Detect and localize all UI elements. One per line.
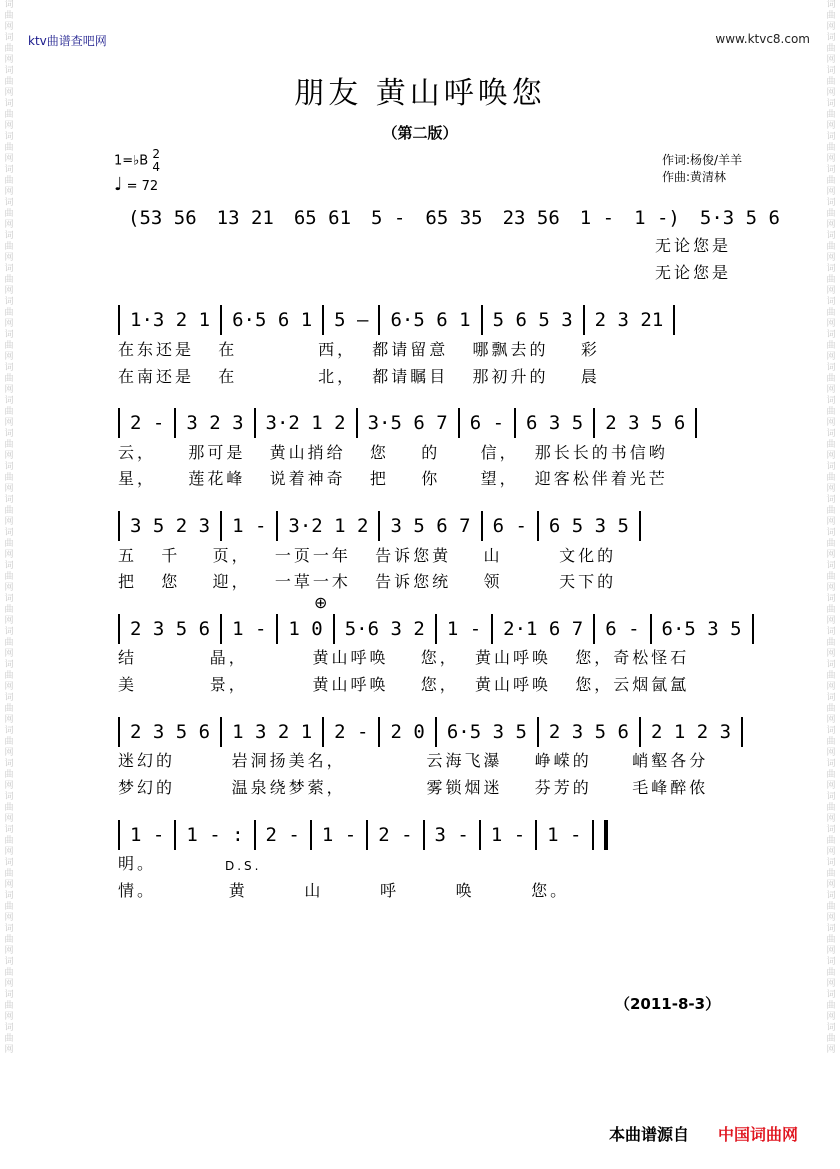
bar-line bbox=[481, 305, 483, 335]
score-row-1 bbox=[118, 203, 780, 233]
lyric-2-verse-2: 在南还是 在 北， 都请瞩目 那初升的 晨 bbox=[118, 367, 600, 386]
measure: 1 - bbox=[232, 618, 267, 640]
dal-segno-mark: D.S. bbox=[225, 859, 262, 873]
bar-line bbox=[537, 717, 539, 747]
lyric-6-verse-2: 梦幻的 温泉绕梦萦， 雾锁烟迷 芬芳的 毛峰醉侬 bbox=[118, 778, 709, 797]
measure: 2·1 6 7 bbox=[503, 618, 584, 640]
lyric-6-verse-1: 迷幻的 岩洞扬美名， 云海飞瀑 峥嵘的 峭壑各分 bbox=[118, 751, 709, 770]
bar-line bbox=[639, 717, 641, 747]
key-flat: ♭B bbox=[133, 153, 149, 169]
measure: 6 - bbox=[605, 618, 640, 640]
time-numerator: 2 bbox=[152, 147, 161, 161]
measure: 6 - bbox=[492, 515, 527, 537]
bar-line bbox=[378, 511, 380, 541]
bar-line bbox=[276, 614, 278, 644]
measure: 6·5 3 5 bbox=[661, 618, 742, 640]
lyric-7-verse-2: 情。 黄 山 呼 唤 您。 bbox=[118, 881, 570, 900]
measure: 2 3 21 bbox=[594, 309, 664, 331]
measure: 2 1 2 3 bbox=[650, 721, 732, 743]
bar-line bbox=[435, 717, 437, 747]
bar-line bbox=[333, 614, 335, 644]
header-site-url[interactable]: www.ktvc8.com bbox=[715, 32, 810, 46]
tempo-marking bbox=[114, 174, 158, 195]
measure: 2 3 5 6 bbox=[548, 721, 629, 743]
measure: 2 - bbox=[378, 824, 413, 846]
measure: 6·5 6 1 bbox=[232, 309, 313, 331]
bar-line bbox=[673, 305, 675, 335]
score-row-4 bbox=[118, 511, 768, 541]
bar-line bbox=[650, 614, 652, 644]
key-signature bbox=[114, 148, 160, 174]
measure: 2 3 5 6 bbox=[605, 412, 686, 434]
measure: 13 21 bbox=[216, 207, 274, 229]
measure: 1 - bbox=[490, 824, 526, 846]
watermark-left: 词曲网词曲网词曲网词曲网词曲网词曲网词曲网词曲网词曲网词曲网词曲网词曲网词曲网词曲网词曲网词曲网词曲网词曲网词曲网词曲网词曲网词曲网词曲网词曲网词曲网词曲网词曲网词曲网词曲网词曲网词曲网词曲网 bbox=[4, 0, 14, 1055]
measure: 3 2 3 bbox=[186, 412, 244, 434]
score-row-3 bbox=[118, 408, 768, 438]
song-version: （第二版） bbox=[382, 124, 458, 142]
measure: 5 — bbox=[334, 309, 369, 331]
measure: 6·5 6 1 bbox=[390, 309, 471, 331]
bar-line bbox=[423, 820, 425, 850]
score-date: （2011-8-3） bbox=[615, 995, 721, 1013]
measure: 2 - bbox=[265, 824, 300, 846]
bar-line bbox=[174, 820, 176, 850]
bar-line bbox=[752, 614, 754, 644]
bar-line bbox=[254, 820, 256, 850]
measure: 6 3 5 bbox=[526, 412, 584, 434]
bar-line bbox=[639, 511, 641, 541]
bar-line bbox=[322, 717, 324, 747]
time-signature bbox=[152, 148, 160, 174]
measure: 3 5 2 3 bbox=[130, 515, 211, 537]
final-bar-line bbox=[604, 820, 608, 850]
measure: 2 0 bbox=[390, 721, 425, 743]
measure: 1 - bbox=[232, 515, 267, 537]
measure: 2 - bbox=[130, 412, 165, 434]
bar-line bbox=[593, 614, 595, 644]
bar-line bbox=[220, 511, 222, 541]
lyric-7-verse-1: 明。 bbox=[118, 854, 157, 873]
measure: 23 56 bbox=[502, 207, 560, 229]
lyric-3-verse-2: 星， 莲花峰 说着神奇 把 你 望， 迎客松伴着光芒 bbox=[118, 469, 668, 488]
score-row-7 bbox=[118, 820, 768, 850]
measure: 1 - bbox=[579, 207, 615, 229]
measure: 65 35 bbox=[425, 207, 483, 229]
measure: 1 - bbox=[130, 824, 165, 846]
bar-line bbox=[220, 717, 222, 747]
measure: (53 56 bbox=[128, 207, 197, 229]
measure: 1 - : bbox=[186, 824, 244, 846]
measure: 1 -) bbox=[634, 207, 680, 229]
measure: 3 - bbox=[434, 824, 469, 846]
bar-line bbox=[356, 408, 358, 438]
lyric-3-verse-1: 云， 那可是 黄山捎给 您 的 信， 那长长的书信哟 bbox=[118, 443, 668, 462]
score-row-6 bbox=[118, 717, 768, 747]
header-site-name[interactable]: ktv曲谱查吧网 bbox=[28, 34, 107, 48]
measure: 5 - bbox=[371, 207, 406, 229]
bar-line bbox=[276, 511, 278, 541]
measure: 65 61 bbox=[293, 207, 352, 229]
bar-line bbox=[592, 820, 594, 850]
measure: 6 5 3 5 bbox=[548, 515, 629, 537]
bar-line bbox=[479, 820, 481, 850]
bar-line bbox=[310, 820, 312, 850]
lyric-5-verse-2: 美 景， 黄山呼唤 您， 黄山呼唤 您，云烟氤氲 bbox=[118, 675, 690, 694]
lyric-1-verse-1: 无论您是 bbox=[655, 236, 732, 255]
bar-line bbox=[535, 820, 537, 850]
bar-line bbox=[458, 408, 460, 438]
measure: 3·2 1 2 bbox=[265, 412, 346, 434]
measure: 1 - bbox=[321, 824, 357, 846]
measure: 5·6 3 2 bbox=[344, 618, 425, 640]
lyric-4-verse-2: 把 您 迎， 一草一木 告诉您统 领 天下的 bbox=[118, 572, 617, 591]
bar-line bbox=[593, 408, 595, 438]
measure: 3·5 6 7 bbox=[367, 412, 448, 434]
bar-line bbox=[695, 408, 697, 438]
footer-source-label: 本曲谱源自 bbox=[609, 1125, 690, 1144]
measure: 5·3 5 6 bbox=[699, 207, 780, 229]
lyric-5-verse-1: 结 晶， 黄山呼唤 您， 黄山呼唤 您，奇松怪石 bbox=[118, 648, 690, 667]
credits bbox=[662, 152, 742, 186]
measure: 3·2 1 2 bbox=[288, 515, 369, 537]
bar-line bbox=[220, 305, 222, 335]
bar-line bbox=[514, 408, 516, 438]
lyric-2-verse-1: 在东还是 在 西， 都请留意 哪飘去的 彩 bbox=[118, 340, 600, 359]
measure: 1·3 2 1 bbox=[130, 309, 211, 331]
bar-line bbox=[322, 305, 324, 335]
score-row-2 bbox=[118, 305, 768, 335]
bar-line bbox=[366, 820, 368, 850]
bar-line bbox=[491, 614, 493, 644]
measure: 2 3 5 6 bbox=[130, 721, 211, 743]
measure: 2 3 5 6 bbox=[130, 618, 211, 640]
key-prefix: 1= bbox=[114, 153, 134, 169]
coda-sign-icon: ⊕ bbox=[314, 593, 328, 612]
measure: 1 - bbox=[547, 824, 582, 846]
bar-line bbox=[378, 717, 380, 747]
measure: 1 - bbox=[446, 618, 482, 640]
composer: 作曲:黄清林 bbox=[662, 170, 727, 184]
measure: 1 0 bbox=[288, 618, 323, 640]
score-row-5 bbox=[118, 614, 768, 644]
measure: 6 - bbox=[469, 412, 505, 434]
bar-line bbox=[537, 511, 539, 541]
measure: 3 5 6 7 bbox=[390, 515, 471, 537]
bar-line bbox=[254, 408, 256, 438]
measure: 1 3 2 1 bbox=[232, 721, 313, 743]
measure: 6·5 3 5 bbox=[446, 721, 527, 743]
bar-line bbox=[481, 511, 483, 541]
tempo-value: = 72 bbox=[126, 179, 159, 194]
lyric-4-verse-1: 五 千 页， 一页一年 告诉您黄 山 文化的 bbox=[118, 546, 617, 565]
bar-line bbox=[583, 305, 585, 335]
time-denominator: 4 bbox=[152, 160, 161, 174]
lyric-1-verse-2: 无论您是 bbox=[655, 263, 732, 282]
bar-line bbox=[174, 408, 176, 438]
song-title: 朋友 黄山呼唤您 bbox=[294, 76, 546, 111]
footer-site-link[interactable]: 中国词曲网 bbox=[718, 1125, 799, 1144]
bar-line bbox=[741, 717, 743, 747]
watermark-right: 词曲网词曲网词曲网词曲网词曲网词曲网词曲网词曲网词曲网词曲网词曲网词曲网词曲网词曲网词曲网词曲网词曲网词曲网词曲网词曲网词曲网词曲网词曲网词曲网词曲网词曲网词曲网词曲网词曲网词曲网词曲网词曲网 bbox=[826, 0, 836, 1055]
bar-line bbox=[220, 614, 222, 644]
bar-line bbox=[435, 614, 437, 644]
measure: 5 6 5 3 bbox=[492, 309, 573, 331]
measure: 2 - bbox=[334, 721, 369, 743]
quarter-note-icon: ♩ bbox=[114, 174, 123, 195]
lyricist: 作词:杨俊/羊羊 bbox=[662, 153, 743, 167]
bar-line bbox=[378, 305, 380, 335]
